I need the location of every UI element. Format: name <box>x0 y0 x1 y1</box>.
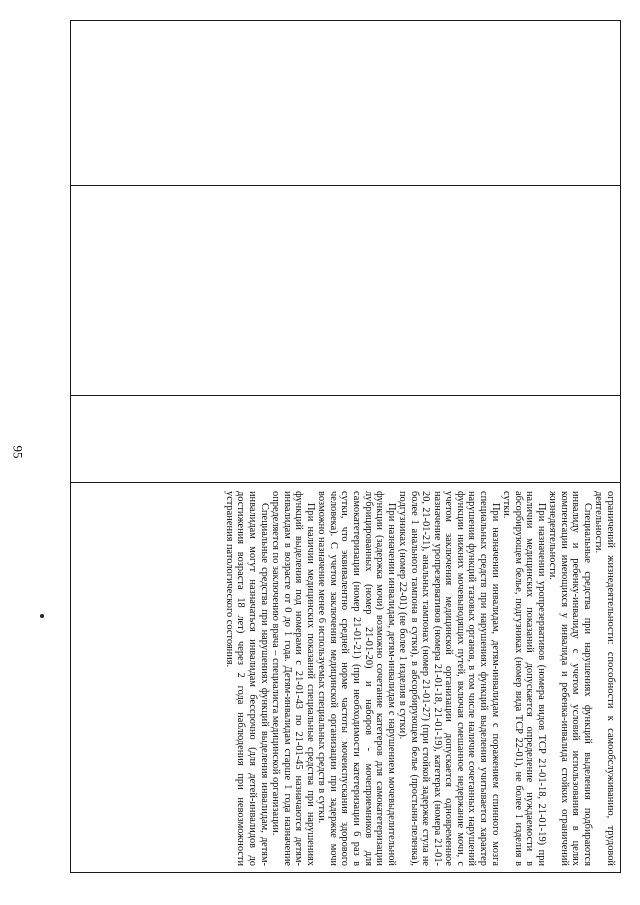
paragraph: При наличии медицинских показаний специальные средства при нарушениях функций выделения под номерами с 21-01-43 по 21-01-45 назначаются детям-инвалидам в возрасте от 0 до 1 года. Детям-инвалидам старше 1 года назначение определяется по заключению врача – специалиста медицинской организации. <box>270 491 316 866</box>
table-column-1 <box>71 21 620 186</box>
paragraph: При назначении инвалидам, детям-инвалидам с поражением спинного мозга специальных средств при нарушениях функций выделения учитывается характер нарушения функций тазовых органов, в том числе наличие сочетанных нарушений функции нижних мочевыводящих путей, включая смешанное недержание мочи, с учетом заключения медицинской организации допускается одновременное назначение уропрезервативов (номера 21-01-18, 21-01-19), катетерах (номера 21-01-20, 21-01-21), анальных тампонах (номер 21-01-27) (при стойкой задержке стула не более 1 анального тампона в сутки), в абсорбирующем белье (простыни-пеленка), подгузниках (номер 22-01) (не более 1 изделия в сутки). <box>397 491 501 866</box>
paragraph: ограничений жизнедеятельности: способности к самообслуживанию, трудовой деятельности. <box>593 491 616 866</box>
paragraph: Специальные средства при нарушениях функций выделения подбираются инвалиду и ребенку-инвалиду с учетом условий использования в целях компенсации имеющихся у инвалида и ребенка-инвалида стойких ограничений жизнедеятельности. <box>547 491 593 866</box>
table-column-2 <box>71 186 620 396</box>
paragraph: При назначении уропрезервативов (номера видов ТСР 21-01-18, 21-01-19) при наличии медицинских показаний допускается определение нуждаемости в абсорбирующем белье, подгузниках (номер вида ТСР 22-01), не более 1 изделия в сутки. <box>501 491 547 866</box>
requirements-table <box>70 20 621 873</box>
scan-dot <box>40 614 44 618</box>
table-column-4 <box>71 483 620 872</box>
paragraph: При назначении инвалидам, детям-инвалидам с нарушением мочевыделительной функции (задержка мочи) возможно сочетание катетеров для самокатетеризации лубрицированных (номер 21-01-20) и наборов - мочеприемников для самокатетеризации (номер 21-01-21) (при необходимости катетеризации 6 раз в сутки, что эквивалентно средней норме частоты мочеиспускания здорового человека). С учетом заключения медицинской организации при задержке мочи возможно назначение менее 6 используемых специальных средств в сутки. <box>316 491 397 866</box>
paragraph: Специальные средства при нарушениях функций выделения инвалидам, детям-инвалидам могут назначаться инвалидам бессрочно (для детей-инвалидов до достижения возраста 18 лет) через 2 года наблюдения при невозможности устранения патологического состояния. <box>223 491 270 866</box>
table-column-3 <box>71 396 620 483</box>
page-number: 95 <box>10 445 26 459</box>
description-cell <box>75 491 616 866</box>
rotated-table-area <box>70 20 621 873</box>
